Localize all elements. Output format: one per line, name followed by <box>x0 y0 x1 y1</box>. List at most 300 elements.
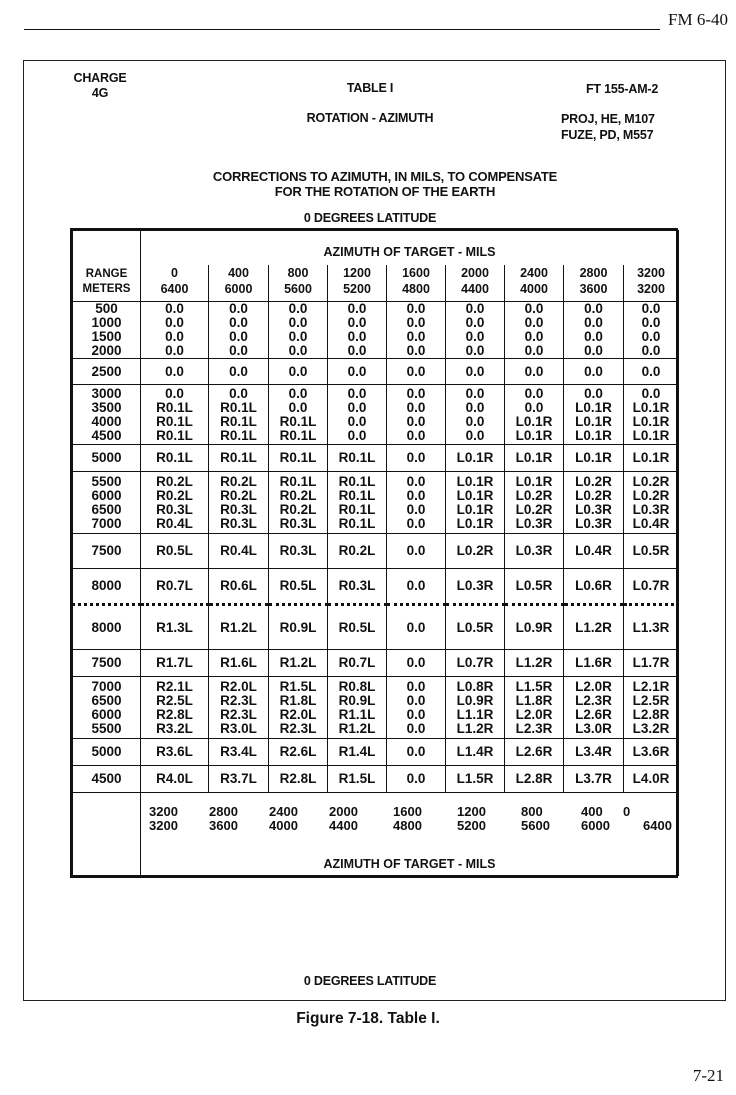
table-row <box>73 677 679 739</box>
range-header <box>73 231 141 302</box>
range-value: 6500 <box>91 692 122 708</box>
correction-cell <box>564 650 624 677</box>
correction-value: R0.5L <box>338 619 376 635</box>
correction-value: 0.0 <box>584 315 603 330</box>
range-value: 6500 <box>91 501 122 517</box>
footer-azimuth-column <box>269 805 329 833</box>
correction-cell <box>387 677 446 739</box>
correction-cell <box>209 534 269 569</box>
correction-value: L3.2R <box>632 720 670 736</box>
correction-value: 0.0 <box>288 385 308 401</box>
correction-cell <box>209 677 269 739</box>
correction-cell <box>141 605 209 650</box>
table-row <box>73 445 679 472</box>
correction-cell <box>564 569 624 605</box>
correction-value: R0.3L <box>279 515 317 531</box>
footer-azimuth-column <box>393 805 457 833</box>
correction-cell <box>269 605 328 650</box>
correction-cell <box>141 385 209 445</box>
footer-azimuth-bottom: 3200 <box>149 818 178 833</box>
correction-value: 0.0 <box>406 692 426 708</box>
range-value: 1000 <box>91 315 122 330</box>
footer-azimuth-column <box>209 805 269 833</box>
correction-value: 0.0 <box>347 385 367 401</box>
correction-value: 0.0 <box>347 399 367 415</box>
correction-value: R0.2L <box>220 487 257 503</box>
description-line-1: CORRECTIONS TO AZIMUTH, IN MILS, TO COMPENSATE <box>212 169 558 184</box>
correction-cell <box>624 739 679 766</box>
correction-value: R0.3L <box>338 578 376 593</box>
correction-cell <box>141 302 209 359</box>
correction-cell <box>624 569 679 605</box>
correction-value: L1.2R <box>515 655 553 670</box>
range-cell <box>73 302 141 359</box>
correction-value: 0.0 <box>288 363 308 379</box>
azimuth-value-top: 0 <box>171 266 178 280</box>
range-value: 6000 <box>91 487 122 503</box>
correction-cell <box>624 445 679 472</box>
correction-cell <box>141 739 209 766</box>
correction-cell <box>209 569 269 605</box>
correction-value: 0.0 <box>288 329 308 344</box>
correction-value: L0.2R <box>515 501 553 517</box>
range-value: 8000 <box>91 619 122 635</box>
correction-value: L2.3R <box>515 720 553 736</box>
correction-value: 0.0 <box>524 385 544 401</box>
correction-cell <box>505 766 564 793</box>
correction-cell <box>141 677 209 739</box>
correction-value: R0.5L <box>156 543 193 558</box>
correction-cell <box>141 534 209 569</box>
correction-value: R0.2L <box>338 543 376 558</box>
azimuth-value-bottom: 4000 <box>520 282 548 296</box>
correction-value: 0.0 <box>288 399 308 415</box>
correction-value: 0.0 <box>347 413 367 429</box>
correction-value: R0.1L <box>279 413 317 429</box>
correction-value: 0.0 <box>165 329 184 344</box>
correction-value: L2.1R <box>632 678 670 694</box>
correction-value: R0.1L <box>279 450 317 465</box>
correction-value: 0.0 <box>641 363 661 379</box>
correction-cell <box>446 445 505 472</box>
figure-caption: Figure 7-18. Table I. <box>296 1010 440 1027</box>
correction-value: R2.1L <box>156 678 193 694</box>
correction-cell <box>564 472 624 534</box>
footer-azimuth-top: 2400 <box>269 804 298 819</box>
footer-azimuth-top: 0 <box>623 804 631 819</box>
correction-value: L0.3R <box>575 515 612 531</box>
correction-value: L0.1R <box>575 450 612 465</box>
correction-value: L0.2R <box>575 473 612 489</box>
correction-cell <box>387 534 446 569</box>
correction-value: 0.0 <box>406 619 426 635</box>
footer-azimuth-column <box>329 805 393 833</box>
azimuth-value-top: 400 <box>228 266 249 280</box>
correction-cell <box>209 650 269 677</box>
correction-value: R0.4L <box>220 543 257 558</box>
correction-value: L2.5R <box>632 692 670 708</box>
correction-cell <box>387 385 446 445</box>
correction-value: 0.0 <box>288 315 308 330</box>
correction-value: L1.5R <box>456 771 494 786</box>
correction-value: L2.6R <box>575 706 612 722</box>
azimuth-column-header <box>505 265 564 302</box>
range-cell <box>73 569 141 605</box>
azimuth-column-header <box>209 265 269 302</box>
correction-value: 0.0 <box>229 385 248 401</box>
correction-value: R2.8L <box>279 771 317 786</box>
correction-cell <box>269 766 328 793</box>
correction-cell <box>505 385 564 445</box>
table-row <box>73 534 679 569</box>
correction-value: L0.1R <box>575 399 612 415</box>
correction-value: R0.2L <box>156 487 193 503</box>
correction-value: L2.3R <box>575 692 612 708</box>
range-value: 7000 <box>91 515 122 531</box>
correction-value: L0.1R <box>456 515 494 531</box>
correction-cell <box>446 650 505 677</box>
correction-value: 0.0 <box>406 413 426 429</box>
azimuth-value-bottom: 6400 <box>160 282 189 296</box>
correction-value: L2.8R <box>632 706 670 722</box>
correction-cell <box>624 534 679 569</box>
correction-value: 0.0 <box>465 329 485 344</box>
azimuth-column-header <box>387 265 446 302</box>
footer-azimuth-bottom: 4800 <box>393 818 422 833</box>
range-value: 5000 <box>91 450 122 465</box>
correction-cell <box>141 359 209 385</box>
correction-value: L0.1R <box>632 427 670 443</box>
footer-azimuth-top: 3200 <box>149 804 178 819</box>
correction-value: 0.0 <box>165 385 184 401</box>
correction-cell <box>505 605 564 650</box>
correction-cell <box>505 677 564 739</box>
range-cell <box>73 359 141 385</box>
footer-azimuth-column <box>521 805 581 833</box>
correction-value: 0.0 <box>406 487 426 503</box>
correction-value: 0.0 <box>524 301 544 316</box>
correction-value: R0.1L <box>338 515 376 531</box>
azimuth-value-top: 2400 <box>520 266 548 280</box>
correction-value: R1.1L <box>338 706 376 722</box>
correction-value: R3.2L <box>156 720 193 736</box>
correction-value: R0.1L <box>338 473 376 489</box>
correction-cell <box>269 472 328 534</box>
fuze: FUZE, PD, M557 <box>561 128 654 142</box>
correction-value: R1.2L <box>338 720 376 736</box>
correction-value: L0.5R <box>456 619 494 635</box>
correction-value: L2.0R <box>575 678 612 694</box>
charge-line-2: 4G <box>91 86 109 100</box>
correction-value: R2.3L <box>279 720 317 736</box>
correction-value: 0.0 <box>641 329 661 344</box>
correction-value: L0.1R <box>632 450 670 465</box>
correction-cell <box>209 766 269 793</box>
correction-value: 0.0 <box>584 385 603 401</box>
correction-cell <box>387 445 446 472</box>
correction-value: L0.1R <box>515 427 553 443</box>
correction-cell <box>624 472 679 534</box>
correction-cell <box>564 739 624 766</box>
footer-blank-cell <box>73 793 141 876</box>
range-cell <box>73 445 141 472</box>
footer-azimuth-bottom: 6000 <box>581 818 610 833</box>
correction-value: L0.3R <box>632 501 670 517</box>
correction-cell <box>446 739 505 766</box>
correction-value: R0.7L <box>156 578 193 593</box>
correction-cell <box>209 385 269 445</box>
correction-value: L0.1R <box>456 501 494 517</box>
correction-value: R0.1L <box>220 427 257 443</box>
azimuth-value-top: 1600 <box>402 266 430 280</box>
correction-value: L3.4R <box>575 744 612 759</box>
correction-value: 0.0 <box>406 515 426 531</box>
correction-value: L1.2R <box>456 720 494 736</box>
correction-value: 0.0 <box>584 343 603 358</box>
correction-value: L0.1R <box>456 450 494 465</box>
range-header-line-1: RANGE <box>85 268 128 280</box>
azimuth-column-header <box>328 265 387 302</box>
correction-cell <box>269 739 328 766</box>
correction-cell <box>209 359 269 385</box>
correction-value: L4.0R <box>632 771 670 786</box>
correction-value: 0.0 <box>524 363 544 379</box>
correction-cell <box>387 739 446 766</box>
correction-value: R1.2L <box>279 655 317 670</box>
correction-value: R0.1L <box>220 399 257 415</box>
correction-value: L0.5R <box>632 543 670 558</box>
correction-value: 0.0 <box>229 343 248 358</box>
footer-azimuth-cell <box>141 793 679 876</box>
correction-value: L0.1R <box>515 450 553 465</box>
footer-azimuth-column <box>623 804 672 833</box>
correction-cell <box>624 650 679 677</box>
correction-value: L3.7R <box>575 771 612 786</box>
correction-cell <box>141 569 209 605</box>
correction-value: R0.8L <box>338 678 376 694</box>
correction-cell <box>328 359 387 385</box>
footer-azimuth-column <box>457 805 521 833</box>
range-value: 4500 <box>91 771 122 786</box>
correction-value: 0.0 <box>641 315 661 330</box>
projectile-info <box>561 111 655 143</box>
correction-value: 0.0 <box>524 315 544 330</box>
correction-cell <box>269 569 328 605</box>
range-cell <box>73 739 141 766</box>
range-value: 500 <box>95 301 118 316</box>
correction-value: R0.4L <box>156 515 193 531</box>
correction-value: 0.0 <box>165 363 184 379</box>
azimuth-column-header <box>269 265 328 302</box>
correction-cell <box>141 650 209 677</box>
range-cell <box>73 650 141 677</box>
table-row <box>73 766 679 793</box>
correction-cell <box>328 739 387 766</box>
correction-value: L0.3R <box>456 578 494 593</box>
rotation-azimuth-table <box>70 228 678 878</box>
correction-value: 0.0 <box>406 744 426 759</box>
correction-cell <box>387 302 446 359</box>
correction-value: 0.0 <box>229 315 248 330</box>
correction-cell <box>269 445 328 472</box>
correction-value: 0.0 <box>165 315 184 330</box>
table-row <box>73 385 679 445</box>
correction-value: 0.0 <box>584 301 603 316</box>
correction-value: 0.0 <box>165 301 184 316</box>
correction-value: 0.0 <box>288 301 308 316</box>
correction-cell <box>269 302 328 359</box>
table-title: TABLE I <box>346 81 394 95</box>
correction-value: 0.0 <box>347 343 367 358</box>
charge-label <box>62 71 138 101</box>
correction-value: R3.7L <box>220 771 257 786</box>
page-number: 7-21 <box>692 1066 724 1085</box>
correction-value: 0.0 <box>465 301 485 316</box>
correction-value: L0.3R <box>515 543 553 558</box>
azimuth-value-top: 2800 <box>579 266 608 280</box>
azimuth-value-bottom: 5200 <box>343 282 371 296</box>
correction-cell <box>328 677 387 739</box>
correction-cell <box>446 677 505 739</box>
correction-cell <box>505 472 564 534</box>
footer-azimuth-top: 2800 <box>209 804 238 819</box>
footer-azimuth-bottom: 5600 <box>521 818 550 833</box>
correction-value: R0.1L <box>279 427 317 443</box>
range-cell <box>73 766 141 793</box>
correction-value: L0.1R <box>575 413 612 429</box>
correction-value: R1.5L <box>279 678 317 694</box>
azimuth-value-bottom: 3600 <box>579 282 608 296</box>
correction-value: R1.7L <box>156 655 193 670</box>
correction-value: L1.8R <box>515 692 553 708</box>
range-value: 3000 <box>91 385 122 401</box>
range-value: 2500 <box>91 363 122 379</box>
header-rule <box>24 29 660 30</box>
correction-value: R0.5L <box>279 578 317 593</box>
range-value: 4000 <box>91 413 122 429</box>
azimuth-value-top: 800 <box>287 266 309 280</box>
correction-value: R0.6L <box>220 578 257 593</box>
correction-value: R2.3L <box>220 692 257 708</box>
correction-value: L0.1R <box>632 399 670 415</box>
correction-value: L1.7R <box>632 655 670 670</box>
table-subtitle: ROTATION - AZIMUTH <box>306 111 434 125</box>
correction-value: 0.0 <box>347 329 367 344</box>
charge-line-1: CHARGE <box>73 71 127 85</box>
correction-value: R1.6L <box>220 655 257 670</box>
correction-value: R2.0L <box>279 706 317 722</box>
azimuth-column-header <box>141 265 209 302</box>
footer-azimuth-label: AZIMUTH OF TARGET - MILS <box>323 857 496 871</box>
correction-value: R0.1L <box>338 501 376 517</box>
footer-azimuth-top: 1200 <box>457 804 486 819</box>
correction-cell <box>624 302 679 359</box>
correction-value: 0.0 <box>584 329 603 344</box>
footer-azimuth-bottom: 5200 <box>457 818 486 833</box>
correction-cell <box>141 766 209 793</box>
document-id: FM 6-40 <box>668 10 728 29</box>
correction-cell <box>209 302 269 359</box>
range-value: 2000 <box>91 343 122 358</box>
correction-value: 0.0 <box>347 427 367 443</box>
azimuth-column-header <box>564 265 624 302</box>
table-row <box>73 605 679 650</box>
correction-cell <box>564 302 624 359</box>
correction-cell <box>564 385 624 445</box>
correction-cell <box>624 359 679 385</box>
correction-value: R2.3L <box>220 706 257 722</box>
correction-value: L1.6R <box>575 655 612 670</box>
correction-cell <box>328 569 387 605</box>
correction-cell <box>505 569 564 605</box>
correction-cell <box>141 445 209 472</box>
correction-value: 0.0 <box>406 501 426 517</box>
correction-value: R0.7L <box>338 655 376 670</box>
correction-cell <box>269 385 328 445</box>
correction-cell <box>624 605 679 650</box>
azimuth-value-top: 3200 <box>637 266 665 280</box>
correction-value: 0.0 <box>406 720 426 736</box>
correction-value: 0.0 <box>406 399 426 415</box>
correction-value: 0.0 <box>406 473 426 489</box>
table-row <box>73 359 679 385</box>
description-line-2: FOR THE ROTATION OF THE EARTH <box>274 184 496 199</box>
correction-cell <box>328 472 387 534</box>
correction-value: 0.0 <box>465 399 485 415</box>
correction-value: R0.1L <box>156 427 193 443</box>
footer-azimuth-column <box>581 805 623 833</box>
correction-value: L3.6R <box>632 744 670 759</box>
correction-value: L0.9R <box>456 692 494 708</box>
correction-value: R0.1L <box>156 413 193 429</box>
correction-value: L0.3R <box>515 515 553 531</box>
correction-cell <box>269 650 328 677</box>
range-cell <box>73 677 141 739</box>
correction-value: R2.8L <box>156 706 193 722</box>
correction-cell <box>328 605 387 650</box>
correction-value: 0.0 <box>641 343 661 358</box>
azimuth-column-header <box>446 265 505 302</box>
footer-azimuth-top: 400 <box>581 804 603 819</box>
footer-azimuth-bottom: 6400 <box>643 818 672 833</box>
correction-value: R0.2L <box>220 473 257 489</box>
correction-value: L0.9R <box>515 619 553 635</box>
correction-cell <box>209 472 269 534</box>
table-row <box>73 302 679 359</box>
footer-azimuth-top: 800 <box>521 804 543 819</box>
correction-value: R1.3L <box>156 619 193 635</box>
correction-value: R0.3L <box>220 515 257 531</box>
correction-cell <box>387 472 446 534</box>
correction-value: 0.0 <box>406 329 426 344</box>
correction-cell <box>387 650 446 677</box>
correction-value: 0.0 <box>165 343 184 358</box>
correction-value: R0.2L <box>279 501 317 517</box>
footer-azimuth-bottom: 3600 <box>209 818 238 833</box>
correction-cell <box>328 445 387 472</box>
correction-value: L0.6R <box>575 578 612 593</box>
correction-value: L1.1R <box>456 706 494 722</box>
azimuth-column-header <box>624 265 679 302</box>
range-cell <box>73 385 141 445</box>
range-value: 8000 <box>91 578 122 593</box>
correction-cell <box>141 472 209 534</box>
correction-cell <box>446 569 505 605</box>
correction-value: 0.0 <box>465 315 485 330</box>
correction-cell <box>446 605 505 650</box>
range-value: 6000 <box>91 706 122 722</box>
correction-value: L0.2R <box>456 543 494 558</box>
